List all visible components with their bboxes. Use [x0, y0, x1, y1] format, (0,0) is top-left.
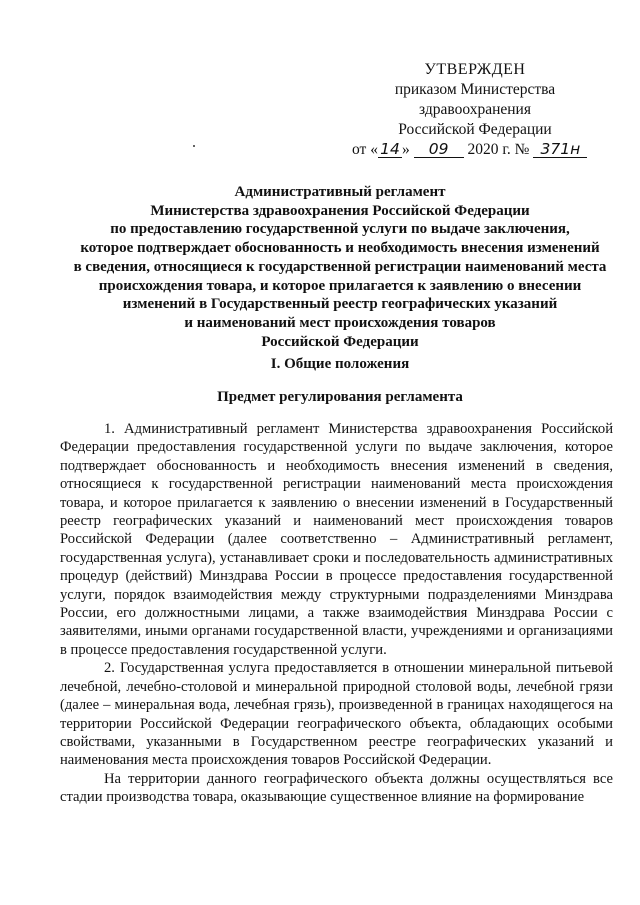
- heading-line: Российской Федерации: [261, 333, 419, 350]
- year-text: 2020 г. №: [463, 141, 534, 158]
- approval-title: УТВЕРЖДЕН: [424, 61, 526, 78]
- heading-line: и наименований мест происхождения товаров: [184, 314, 496, 331]
- handwritten-month: 09: [414, 141, 464, 158]
- heading-line: происхождения товара, и которое прилагается к заявлению о внесении: [98, 277, 582, 294]
- approval-federation-line: Российской Федерации: [398, 121, 552, 138]
- paragraph: 1. Административный регламент Министерства здравоохранения Российской Федерации предоставления государственной услуги по выдаче заключения, которое подтверждает обоснованность и необходимость внесения изменений в сведения, относящиеся к государственной регистрации наименований места происхождения товара, и которое прилагается к заявлению о внесении изменений в Государственный реестр географических указаний и наименований мест происхождения товаров Российской Федерации (далее соответственно – Административный регламент, государственная услуга), устанавливает сроки и последовательность административных процедур (действий) Минздрава России в процессе предоставления государственной услуги, порядок взаимодействия между структурными подразделениями Минздрава России, его должностными лицами, а также взаимодействия Минздрава России с заявителями, иными органами государственной власти, учреждениями и организациями в процессе предоставления государственной услуги.: [60, 421, 613, 658]
- handwritten-day: 14: [378, 141, 402, 158]
- date-mid: »: [401, 141, 414, 158]
- handwritten-order-number: 371н: [533, 141, 587, 158]
- heading-line: в сведения, относящиеся к государственной регистрации наименований места: [73, 258, 607, 275]
- document-body: [60, 420, 613, 807]
- paragraph: 2. Государственная услуга предоставляется в отношении минеральной питьевой лечебной, лечебно-столовой и минеральной природной столовой воды, лечебной грязи (далее – минеральная вода, лечебная грязь), произведенной в границах находящегося на территории Российской Федерации географического объекта, обладающих особыми свойствами, указанными в Государственном реестре географических указаний и наименования места происхождения товаров Российской Федерации.: [60, 660, 613, 769]
- document-heading: [60, 183, 620, 351]
- heading-line: изменений в Государственный реестр географических указаний: [122, 296, 558, 313]
- date-prefix: от «: [352, 141, 378, 158]
- subsection-title: Предмет регулирования регламента: [217, 389, 463, 405]
- heading-line: которое подтверждает обоснованность и необходимость внесения изменений: [80, 240, 600, 257]
- heading-line: Министерства здравоохранения Российской Федерации: [150, 202, 530, 219]
- approval-date-number-line: [340, 140, 610, 160]
- heading-line: Административный регламент: [234, 184, 446, 200]
- section-title: I. Общие положения: [270, 356, 410, 372]
- heading-line: по предоставлению государственной услуги по выдаче заключения,: [110, 221, 570, 238]
- approval-order-line: приказом Министерства здравоохранения: [394, 81, 556, 118]
- stray-mark: [193, 145, 195, 147]
- approval-stamp-block: [340, 60, 610, 160]
- paragraph: На территории данного географического объекта должны осуществляться все стадии производства товара, оказывающие существенное влияние на формирование: [60, 770, 613, 806]
